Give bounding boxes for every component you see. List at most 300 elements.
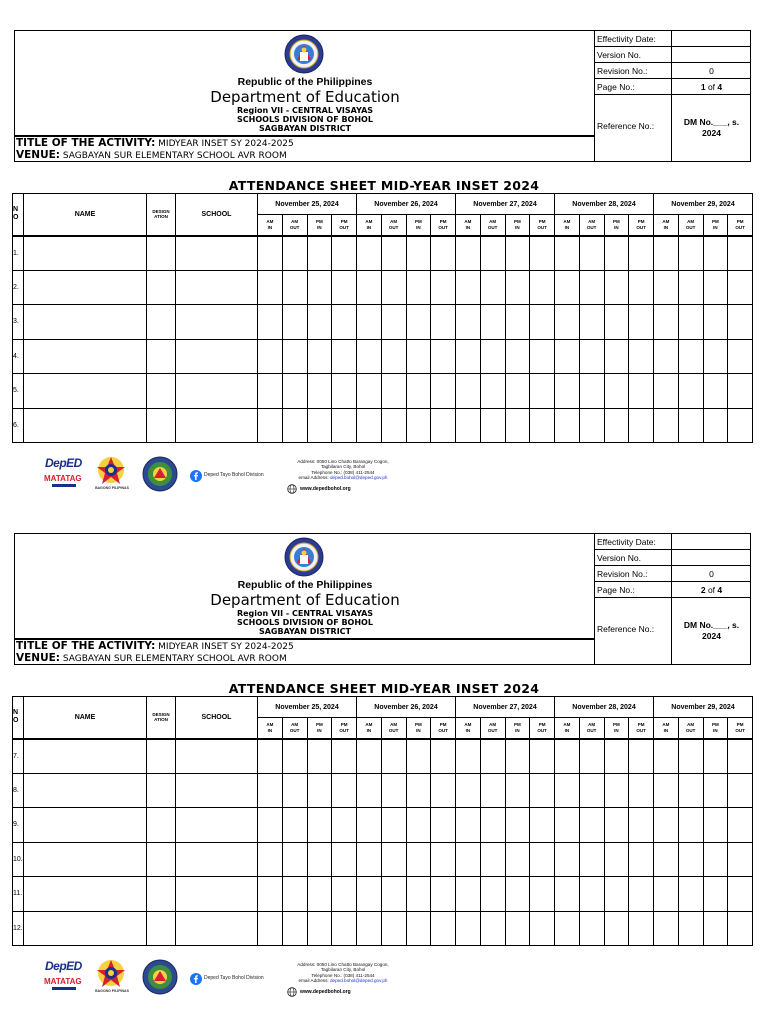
name-cell[interactable] — [24, 339, 147, 374]
time-cell[interactable] — [629, 339, 654, 374]
time-cell[interactable] — [654, 339, 679, 374]
school-cell[interactable] — [176, 270, 258, 305]
time-cell[interactable] — [480, 842, 505, 877]
time-cell[interactable] — [357, 305, 382, 340]
school-cell[interactable] — [176, 773, 258, 808]
facebook-page-label[interactable]: Deped Tayo Bohol Division — [204, 975, 264, 981]
time-cell[interactable] — [431, 339, 456, 374]
time-cell[interactable] — [332, 808, 357, 843]
time-cell[interactable] — [307, 236, 332, 271]
time-cell[interactable] — [381, 305, 406, 340]
time-cell[interactable] — [282, 270, 307, 305]
time-cell[interactable] — [579, 270, 604, 305]
time-cell[interactable] — [406, 270, 431, 305]
designation-cell[interactable] — [147, 911, 176, 946]
time-cell[interactable] — [480, 305, 505, 340]
time-cell[interactable] — [307, 408, 332, 443]
time-cell[interactable] — [406, 339, 431, 374]
facebook-icon[interactable] — [190, 973, 202, 985]
effectivity-value — [671, 31, 751, 46]
time-cell[interactable] — [480, 236, 505, 271]
time-cell[interactable] — [282, 911, 307, 946]
time-cell[interactable] — [456, 739, 481, 774]
time-cell[interactable] — [604, 270, 629, 305]
time-cell[interactable] — [629, 270, 654, 305]
time-cell[interactable] — [728, 842, 753, 877]
time-cell[interactable] — [604, 339, 629, 374]
school-cell[interactable] — [176, 842, 258, 877]
time-cell[interactable] — [629, 374, 654, 409]
time-cell[interactable] — [654, 305, 679, 340]
version-row — [595, 47, 751, 63]
time-cell[interactable] — [555, 374, 580, 409]
time-cell[interactable] — [431, 911, 456, 946]
time-cell[interactable] — [258, 911, 283, 946]
time-cell[interactable] — [678, 808, 703, 843]
row-number: 7. — [13, 739, 24, 774]
document-meta-table — [595, 31, 751, 161]
time-cell[interactable] — [332, 739, 357, 774]
time-cell[interactable] — [703, 408, 728, 443]
time-cell[interactable] — [629, 842, 654, 877]
time-cell[interactable] — [307, 911, 332, 946]
time-cell[interactable] — [555, 305, 580, 340]
time-cell[interactable] — [282, 739, 307, 774]
time-cell[interactable] — [258, 739, 283, 774]
time-cell[interactable] — [406, 408, 431, 443]
time-cell[interactable] — [332, 236, 357, 271]
time-cell[interactable] — [678, 842, 703, 877]
time-cell[interactable] — [530, 408, 555, 443]
school-cell[interactable] — [176, 305, 258, 340]
time-cell[interactable] — [505, 270, 530, 305]
time-cell[interactable] — [703, 808, 728, 843]
time-cell[interactable] — [258, 305, 283, 340]
time-cell[interactable] — [703, 236, 728, 271]
name-cell[interactable] — [24, 808, 147, 843]
school-cell[interactable] — [176, 877, 258, 912]
time-cell[interactable] — [406, 842, 431, 877]
name-cell[interactable] — [24, 773, 147, 808]
time-cell[interactable] — [703, 773, 728, 808]
time-cell[interactable] — [332, 374, 357, 409]
time-cell[interactable] — [456, 842, 481, 877]
time-cell[interactable] — [431, 270, 456, 305]
time-cell[interactable] — [480, 877, 505, 912]
time-cell[interactable] — [629, 305, 654, 340]
time-cell[interactable] — [654, 773, 679, 808]
time-cell[interactable] — [579, 305, 604, 340]
time-cell[interactable] — [505, 739, 530, 774]
time-cell[interactable] — [406, 808, 431, 843]
time-cell[interactable] — [480, 739, 505, 774]
time-cell[interactable] — [406, 305, 431, 340]
time-cell[interactable] — [555, 236, 580, 271]
time-cell[interactable] — [307, 808, 332, 843]
time-cell[interactable] — [703, 270, 728, 305]
designation-cell[interactable] — [147, 842, 176, 877]
time-cell[interactable] — [258, 842, 283, 877]
facebook-page-label[interactable]: Deped Tayo Bohol Division — [204, 472, 264, 478]
designation-cell[interactable] — [147, 808, 176, 843]
time-cell[interactable] — [357, 408, 382, 443]
time-cell[interactable] — [357, 739, 382, 774]
time-cell[interactable] — [654, 739, 679, 774]
time-cell[interactable] — [728, 339, 753, 374]
time-cell[interactable] — [282, 877, 307, 912]
time-cell[interactable] — [282, 305, 307, 340]
time-cell[interactable] — [579, 808, 604, 843]
time-cell[interactable] — [456, 270, 481, 305]
time-cell[interactable] — [406, 877, 431, 912]
time-cell[interactable] — [381, 739, 406, 774]
designation-cell[interactable] — [147, 270, 176, 305]
time-cell[interactable] — [703, 374, 728, 409]
designation-cell[interactable] — [147, 339, 176, 374]
time-cell[interactable] — [406, 911, 431, 946]
time-cell[interactable] — [357, 773, 382, 808]
time-cell[interactable] — [258, 374, 283, 409]
time-cell[interactable] — [307, 773, 332, 808]
time-cell[interactable] — [258, 808, 283, 843]
time-cell[interactable] — [505, 808, 530, 843]
designation-cell[interactable] — [147, 305, 176, 340]
time-cell[interactable] — [431, 773, 456, 808]
time-cell[interactable] — [258, 773, 283, 808]
district-heading: SAGBAYAN DISTRICT — [258, 124, 352, 133]
col-header-time: PM IN — [604, 718, 629, 739]
venue-label: VENUE: — [16, 149, 60, 161]
time-cell[interactable] — [431, 842, 456, 877]
time-cell[interactable] — [604, 739, 629, 774]
time-cell[interactable] — [579, 842, 604, 877]
email-link[interactable]: deped.bohol@deped.gov.ph — [329, 474, 388, 480]
time-cell[interactable] — [728, 773, 753, 808]
time-cell[interactable] — [480, 270, 505, 305]
designation-cell[interactable] — [147, 408, 176, 443]
name-cell[interactable] — [24, 305, 147, 340]
time-cell[interactable] — [579, 408, 604, 443]
time-cell[interactable] — [678, 773, 703, 808]
time-cell[interactable] — [431, 808, 456, 843]
time-cell[interactable] — [530, 773, 555, 808]
time-cell[interactable] — [258, 236, 283, 271]
time-cell[interactable] — [629, 408, 654, 443]
time-cell[interactable] — [381, 842, 406, 877]
time-cell[interactable] — [703, 877, 728, 912]
time-cell[interactable] — [728, 305, 753, 340]
time-cell[interactable] — [555, 339, 580, 374]
time-cell[interactable] — [555, 877, 580, 912]
time-cell[interactable] — [357, 911, 382, 946]
col-header-no: N O — [13, 697, 24, 739]
time-cell[interactable] — [431, 236, 456, 271]
time-cell[interactable] — [654, 877, 679, 912]
time-cell[interactable] — [579, 739, 604, 774]
table-header-row — [13, 194, 753, 215]
time-cell[interactable] — [530, 877, 555, 912]
school-cell[interactable] — [176, 911, 258, 946]
time-cell[interactable] — [357, 236, 382, 271]
time-cell[interactable] — [629, 877, 654, 912]
time-cell[interactable] — [332, 842, 357, 877]
time-cell[interactable] — [604, 374, 629, 409]
name-cell[interactable] — [24, 877, 147, 912]
time-cell[interactable] — [357, 842, 382, 877]
time-cell[interactable] — [654, 842, 679, 877]
time-cell[interactable] — [604, 911, 629, 946]
time-cell[interactable] — [456, 773, 481, 808]
time-cell[interactable] — [579, 877, 604, 912]
school-cell[interactable] — [176, 408, 258, 443]
time-cell[interactable] — [555, 808, 580, 843]
time-cell[interactable] — [728, 270, 753, 305]
time-cell[interactable] — [505, 339, 530, 374]
designation-cell[interactable] — [147, 739, 176, 774]
time-cell[interactable] — [629, 739, 654, 774]
time-cell[interactable] — [480, 339, 505, 374]
time-cell[interactable] — [381, 877, 406, 912]
time-cell[interactable] — [406, 236, 431, 271]
time-cell[interactable] — [456, 911, 481, 946]
time-cell[interactable] — [505, 877, 530, 912]
time-cell[interactable] — [629, 236, 654, 271]
time-cell[interactable] — [678, 305, 703, 340]
time-cell[interactable] — [332, 305, 357, 340]
time-cell[interactable] — [381, 374, 406, 409]
time-cell[interactable] — [357, 270, 382, 305]
time-cell[interactable] — [678, 374, 703, 409]
time-cell[interactable] — [307, 374, 332, 409]
time-cell[interactable] — [381, 408, 406, 443]
time-cell[interactable] — [505, 408, 530, 443]
time-cell[interactable] — [357, 374, 382, 409]
time-cell[interactable] — [654, 270, 679, 305]
time-cell[interactable] — [654, 911, 679, 946]
time-cell[interactable] — [406, 374, 431, 409]
time-cell[interactable] — [307, 270, 332, 305]
time-cell[interactable] — [678, 236, 703, 271]
designation-cell[interactable] — [147, 236, 176, 271]
name-cell[interactable] — [24, 374, 147, 409]
time-cell[interactable] — [456, 877, 481, 912]
time-cell[interactable] — [456, 374, 481, 409]
time-cell[interactable] — [282, 408, 307, 443]
name-cell[interactable] — [24, 236, 147, 271]
time-cell[interactable] — [678, 739, 703, 774]
time-cell[interactable] — [678, 408, 703, 443]
time-cell[interactable] — [282, 842, 307, 877]
time-cell[interactable] — [703, 305, 728, 340]
time-cell[interactable] — [530, 739, 555, 774]
time-cell[interactable] — [604, 408, 629, 443]
time-cell[interactable] — [431, 305, 456, 340]
reference-row — [595, 95, 751, 161]
time-cell[interactable] — [332, 773, 357, 808]
time-cell[interactable] — [654, 408, 679, 443]
time-cell[interactable] — [654, 808, 679, 843]
time-cell[interactable] — [282, 374, 307, 409]
time-cell[interactable] — [703, 339, 728, 374]
time-cell[interactable] — [307, 739, 332, 774]
time-cell[interactable] — [604, 305, 629, 340]
designation-cell[interactable] — [147, 773, 176, 808]
time-cell[interactable] — [678, 270, 703, 305]
time-cell[interactable] — [381, 270, 406, 305]
time-cell[interactable] — [728, 236, 753, 271]
time-cell[interactable] — [579, 374, 604, 409]
time-cell[interactable] — [555, 408, 580, 443]
time-cell[interactable] — [728, 911, 753, 946]
time-cell[interactable] — [357, 808, 382, 843]
school-cell[interactable] — [176, 739, 258, 774]
time-cell[interactable] — [258, 270, 283, 305]
time-cell[interactable] — [480, 408, 505, 443]
designation-cell[interactable] — [147, 877, 176, 912]
time-cell[interactable] — [505, 773, 530, 808]
time-cell[interactable] — [357, 339, 382, 374]
time-cell[interactable] — [258, 339, 283, 374]
time-cell[interactable] — [381, 339, 406, 374]
time-cell[interactable] — [505, 911, 530, 946]
division-seal-icon — [142, 456, 178, 492]
time-cell[interactable] — [332, 270, 357, 305]
time-cell[interactable] — [555, 773, 580, 808]
time-cell[interactable] — [406, 773, 431, 808]
time-cell[interactable] — [381, 236, 406, 271]
time-cell[interactable] — [307, 305, 332, 340]
time-cell[interactable] — [332, 877, 357, 912]
time-cell[interactable] — [678, 911, 703, 946]
table-row — [13, 236, 753, 271]
time-cell[interactable] — [282, 236, 307, 271]
time-cell[interactable] — [579, 911, 604, 946]
time-cell[interactable] — [431, 739, 456, 774]
school-cell[interactable] — [176, 374, 258, 409]
time-cell[interactable] — [431, 374, 456, 409]
department-heading: Department of Education — [210, 88, 400, 106]
time-cell[interactable] — [456, 236, 481, 271]
time-cell[interactable] — [258, 408, 283, 443]
time-cell[interactable] — [530, 911, 555, 946]
time-cell[interactable] — [357, 877, 382, 912]
website-link[interactable]: www.depedbohol.org — [300, 989, 351, 995]
time-cell[interactable] — [381, 911, 406, 946]
time-cell[interactable] — [728, 877, 753, 912]
time-cell[interactable] — [282, 773, 307, 808]
time-cell[interactable] — [480, 808, 505, 843]
time-cell[interactable] — [530, 270, 555, 305]
time-cell[interactable] — [456, 305, 481, 340]
name-cell[interactable] — [24, 842, 147, 877]
school-cell[interactable] — [176, 808, 258, 843]
school-cell[interactable] — [176, 339, 258, 374]
time-cell[interactable] — [406, 739, 431, 774]
time-cell[interactable] — [530, 374, 555, 409]
time-cell[interactable] — [728, 374, 753, 409]
time-cell[interactable] — [604, 842, 629, 877]
time-cell[interactable] — [654, 236, 679, 271]
time-cell[interactable] — [530, 842, 555, 877]
time-cell[interactable] — [629, 773, 654, 808]
designation-cell[interactable] — [147, 374, 176, 409]
time-cell[interactable] — [431, 877, 456, 912]
time-cell[interactable] — [604, 877, 629, 912]
time-cell[interactable] — [505, 236, 530, 271]
col-header-time: AM IN — [555, 718, 580, 739]
time-cell[interactable] — [381, 808, 406, 843]
time-cell[interactable] — [530, 808, 555, 843]
time-cell[interactable] — [505, 842, 530, 877]
time-cell[interactable] — [381, 773, 406, 808]
time-cell[interactable] — [579, 236, 604, 271]
time-cell[interactable] — [307, 339, 332, 374]
time-cell[interactable] — [728, 808, 753, 843]
time-cell[interactable] — [480, 911, 505, 946]
time-cell[interactable] — [703, 842, 728, 877]
time-cell[interactable] — [480, 773, 505, 808]
time-cell[interactable] — [456, 408, 481, 443]
time-cell[interactable] — [282, 339, 307, 374]
time-cell[interactable] — [629, 808, 654, 843]
time-cell[interactable] — [307, 877, 332, 912]
time-cell[interactable] — [629, 911, 654, 946]
time-cell[interactable] — [332, 911, 357, 946]
time-cell[interactable] — [579, 339, 604, 374]
name-cell[interactable] — [24, 408, 147, 443]
time-cell[interactable] — [604, 808, 629, 843]
time-cell[interactable] — [604, 236, 629, 271]
time-cell[interactable] — [505, 374, 530, 409]
time-cell[interactable] — [505, 305, 530, 340]
time-cell[interactable] — [555, 842, 580, 877]
time-cell[interactable] — [604, 773, 629, 808]
email-link[interactable]: deped.bohol@deped.gov.ph — [329, 977, 388, 983]
time-cell[interactable] — [703, 739, 728, 774]
time-cell[interactable] — [530, 339, 555, 374]
time-cell[interactable] — [307, 842, 332, 877]
time-cell[interactable] — [530, 305, 555, 340]
time-cell[interactable] — [332, 339, 357, 374]
time-cell[interactable] — [480, 374, 505, 409]
time-cell[interactable] — [456, 808, 481, 843]
time-cell[interactable] — [258, 877, 283, 912]
reference-value: DM No.___, s. 2024 — [671, 598, 751, 664]
time-cell[interactable] — [678, 877, 703, 912]
time-cell[interactable] — [555, 911, 580, 946]
time-cell[interactable] — [728, 739, 753, 774]
time-cell[interactable] — [431, 408, 456, 443]
time-cell[interactable] — [282, 808, 307, 843]
name-cell[interactable] — [24, 270, 147, 305]
name-cell[interactable] — [24, 911, 147, 946]
time-cell[interactable] — [555, 739, 580, 774]
time-cell[interactable] — [678, 339, 703, 374]
col-header-date: November 29, 2024 — [654, 697, 753, 718]
name-cell[interactable] — [24, 739, 147, 774]
time-cell[interactable] — [654, 374, 679, 409]
time-cell[interactable] — [728, 408, 753, 443]
time-cell[interactable] — [703, 911, 728, 946]
facebook-icon[interactable] — [190, 470, 202, 482]
time-cell[interactable] — [332, 408, 357, 443]
website-link[interactable]: www.depedbohol.org — [300, 486, 351, 492]
time-cell[interactable] — [530, 236, 555, 271]
time-cell[interactable] — [456, 339, 481, 374]
time-cell[interactable] — [555, 270, 580, 305]
time-cell[interactable] — [579, 773, 604, 808]
school-cell[interactable] — [176, 236, 258, 271]
